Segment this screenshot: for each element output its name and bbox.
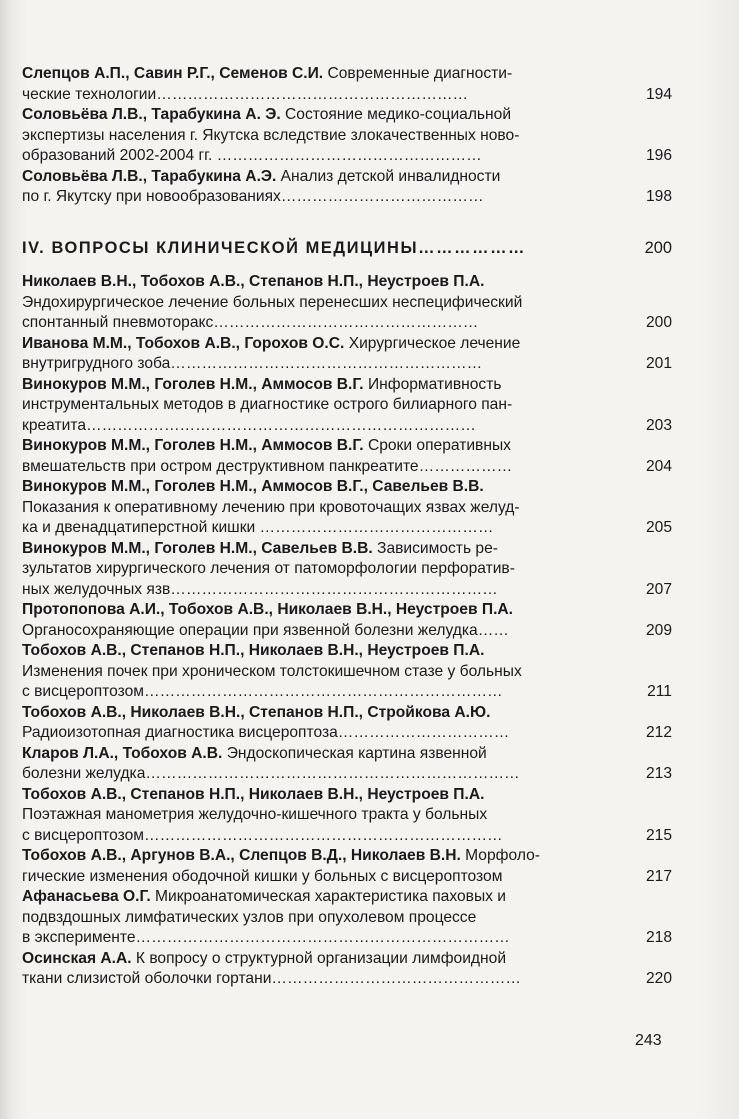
entry-authors: Протопопова А.И., Тобохов А.В., Николаев В.Н., Неустроев П.А. bbox=[22, 601, 514, 618]
entry-authors: Тобохов А.В., Николаев В.Н., Степанов Н.П., Стройкова А.Ю. bbox=[22, 703, 491, 721]
entry-title-text: экспертизы населения г. Якутска вследствие злокачественных ново- bbox=[22, 126, 520, 144]
entry-title-text: подвздошных лимфатических узлов при опухолевом процессе bbox=[22, 908, 477, 926]
entry-title-text: зультатов хирургического лечения от патоморфологии перфоратив- bbox=[22, 560, 515, 577]
entry-title-text: болезни желудка……………………………………………………………… bbox=[22, 765, 520, 782]
entry-line bbox=[22, 723, 672, 744]
entry-line bbox=[22, 887, 672, 908]
entry-title-text: Хирургическое лечение bbox=[344, 334, 521, 352]
entry-title-text: Показания к оперативному лечению при кровоточащих язвах желуд- bbox=[22, 498, 520, 516]
entry-line bbox=[22, 518, 672, 539]
entry-title-text: с висцероптозом…………………………………………………………… bbox=[22, 826, 503, 844]
entry-line bbox=[22, 662, 672, 683]
entry-line bbox=[22, 187, 672, 208]
entry-page-number: 196 bbox=[645, 147, 672, 164]
entry-title-text: Эндохирургическое лечение больных перенесших неспецифический bbox=[22, 293, 523, 311]
entry-title-text: Состояние медико-социальной bbox=[280, 106, 512, 123]
entry-authors: Афанасьева О.Г. bbox=[22, 888, 151, 905]
entry-title-text: Изменения почек при хроническом толстокишечном стазе у больных bbox=[22, 662, 522, 680]
toc-entry bbox=[22, 703, 672, 744]
entry-page-number: 200 bbox=[645, 314, 672, 331]
entry-authors: Кларов Л.А., Тобохов А.В. bbox=[22, 744, 223, 762]
entry-page-number: 203 bbox=[645, 416, 672, 434]
toc-entry bbox=[22, 272, 672, 334]
entry-line bbox=[22, 641, 672, 662]
entry-line bbox=[22, 457, 672, 478]
entry-title-text: Информативность bbox=[363, 375, 502, 393]
entry-line bbox=[22, 682, 672, 703]
entry-authors: Слепцов А.П., Савин Р.Г., Семенов С.И. bbox=[22, 65, 324, 82]
entries-before-section bbox=[22, 64, 672, 208]
entry-line bbox=[22, 354, 672, 375]
toc-entry bbox=[22, 846, 672, 887]
entry-title-text: Современные диагности- bbox=[323, 65, 513, 82]
entry-line bbox=[22, 416, 672, 437]
section-title: IV. ВОПРОСЫ КЛИНИЧЕСКОЙ МЕДИЦИНЫ……………… bbox=[22, 238, 527, 257]
toc-entry bbox=[22, 785, 672, 847]
entry-line bbox=[22, 785, 672, 806]
entry-title-text: по г. Якутску при новообразованиях………………………………… bbox=[22, 188, 484, 205]
entry-authors: Винокуров М.М., Гоголев Н.М., Аммосов В.Г. bbox=[22, 437, 364, 454]
entry-line bbox=[22, 539, 672, 560]
entry-title-text: вмешательств при остром деструктивном панкреатите……………… bbox=[22, 457, 513, 475]
entry-authors: Винокуров М.М., Гоголев Н.М., Аммосов В.Г. bbox=[22, 375, 364, 393]
footer-page-number: 243 bbox=[635, 1032, 662, 1049]
entry-title-text: ческие технологии…………………………………………………… bbox=[22, 85, 469, 103]
entry-authors: Соловьёва Л.В., Тарабукина А. Э. bbox=[22, 106, 281, 123]
entry-authors: Иванова М.М., Тобохов А.В., Горохов О.С. bbox=[22, 334, 345, 352]
toc-entry bbox=[22, 436, 672, 477]
entry-title-text: Морфоло- bbox=[460, 847, 540, 864]
entry-title-text: ткани слизистой оболочки гортани………………………………………… bbox=[22, 970, 521, 987]
toc-entry bbox=[22, 64, 672, 105]
entry-line bbox=[22, 928, 672, 949]
entry-line bbox=[22, 375, 672, 396]
entry-title-text: инструментальных методов в диагностике острого билиарного пан- bbox=[22, 396, 513, 413]
entry-title-text: Радиоизотопная диагностика висцероптоза…………………………… bbox=[22, 724, 510, 741]
entry-page-number: 209 bbox=[645, 621, 672, 639]
entry-title-text: образований 2002-2004 гг. …………………………………………… bbox=[22, 147, 482, 164]
toc-entry bbox=[22, 477, 672, 539]
toc-entry bbox=[22, 949, 672, 990]
entry-authors: Винокуров М.М., Гоголев Н.М., Савельев В.В. bbox=[22, 539, 373, 557]
entry-line bbox=[22, 498, 672, 519]
entry-title-text: Органосохраняющие операции при язвенной болезни желудка…… bbox=[22, 621, 509, 639]
entry-page-number: 198 bbox=[645, 188, 672, 205]
entry-line bbox=[22, 703, 672, 724]
entry-page-number: 207 bbox=[645, 580, 672, 598]
entry-authors: Тобохов А.В., Аргунов В.А., Слепцов В.Д., Николаев В.Н. bbox=[22, 847, 461, 864]
toc-entry bbox=[22, 641, 672, 703]
entry-title-text: Поэтажная манометрия желудочно-кишечного тракта у больных bbox=[22, 806, 488, 823]
entry-line bbox=[22, 805, 672, 826]
entry-page-number: 205 bbox=[645, 519, 672, 536]
entry-line bbox=[22, 846, 672, 867]
entry-line bbox=[22, 600, 672, 621]
entry-line bbox=[22, 105, 672, 126]
entry-line bbox=[22, 64, 672, 85]
entry-title-text: Зависимость ре- bbox=[372, 539, 498, 557]
entry-title-text: в эксперименте……………………………………………………………… bbox=[22, 929, 510, 946]
entry-title-text: Микроанатомическая характеристика паховых и bbox=[150, 888, 506, 905]
entry-line bbox=[22, 559, 672, 580]
entry-line bbox=[22, 949, 672, 970]
entry-title-text: К вопросу о структурной организации лимфоидной bbox=[131, 949, 507, 967]
entry-title-text: креатита………………………………………………………………… bbox=[22, 416, 476, 434]
toc-entry bbox=[22, 375, 672, 437]
entry-line bbox=[22, 167, 672, 188]
toc-entry bbox=[22, 539, 672, 601]
table-of-contents bbox=[22, 64, 672, 990]
section-heading bbox=[22, 238, 672, 259]
entry-title-text: Сроки оперативных bbox=[363, 437, 511, 454]
entry-line bbox=[22, 969, 672, 990]
entry-page-number: 201 bbox=[645, 355, 672, 372]
entry-page-number: 212 bbox=[645, 724, 672, 741]
entry-line bbox=[22, 313, 672, 334]
entry-line bbox=[22, 621, 672, 642]
entry-title-text: Анализ детской инвалидности bbox=[276, 167, 501, 185]
entry-authors: Тобохов А.В., Степанов Н.П., Николаев В.Н., Неустроев П.А. bbox=[22, 785, 485, 803]
entry-page-number: 213 bbox=[645, 765, 672, 782]
entry-line bbox=[22, 146, 672, 167]
entry-title-text: с висцероптозом…………………………………………………………… bbox=[22, 683, 503, 700]
entry-line bbox=[22, 334, 672, 355]
entry-line bbox=[22, 436, 672, 457]
entry-title-text: Эндоскопическая картина язвенной bbox=[222, 744, 487, 762]
toc-entry bbox=[22, 105, 672, 167]
toc-entry bbox=[22, 167, 672, 208]
entry-page-number: 194 bbox=[645, 85, 672, 103]
entry-authors: Тобохов А.В., Степанов Н.П., Николаев В.Н., Неустроев П.А. bbox=[22, 642, 485, 659]
section-page-number: 200 bbox=[644, 238, 672, 257]
entry-line bbox=[22, 293, 672, 314]
entry-line bbox=[22, 826, 672, 847]
entry-title-text: гические изменения ободочной кишки у больных с висцероптозом bbox=[22, 867, 503, 885]
entry-page-number: 211 bbox=[647, 683, 672, 700]
entry-line bbox=[22, 764, 672, 785]
entry-title-text: ных желудочных язв……………………………………………………… bbox=[22, 580, 498, 598]
toc-entry bbox=[22, 600, 672, 641]
entry-authors: Николаев В.Н., Тобохов А.В., Степанов Н.П., Неустроев П.А. bbox=[22, 273, 485, 290]
toc-entry bbox=[22, 744, 672, 785]
entry-authors: Винокуров М.М., Гоголев Н.М., Аммосов В.Г., Савельев В.В. bbox=[22, 478, 484, 495]
entry-line bbox=[22, 85, 672, 106]
toc-entry bbox=[22, 887, 672, 949]
entry-title-text: ка и двенадцатиперстной кишки ……………………………………… bbox=[22, 519, 494, 536]
entry-line bbox=[22, 477, 672, 498]
entries-after-section bbox=[22, 272, 672, 990]
entry-page-number: 218 bbox=[645, 929, 672, 946]
entry-line bbox=[22, 580, 672, 601]
entry-line bbox=[22, 272, 672, 293]
entry-line bbox=[22, 395, 672, 416]
entry-authors: Осинская А.А. bbox=[22, 949, 132, 967]
entry-line bbox=[22, 744, 672, 765]
entry-title-text: внутригрудного зоба…………………………………………………… bbox=[22, 355, 483, 372]
entry-authors: Соловьёва Л.В., Тарабукина А.Э. bbox=[22, 167, 277, 185]
entry-line bbox=[22, 908, 672, 929]
entry-page-number: 204 bbox=[645, 457, 672, 475]
entry-page-number: 217 bbox=[645, 867, 672, 885]
entry-page-number: 215 bbox=[645, 826, 672, 844]
entry-line bbox=[22, 867, 672, 888]
entry-line bbox=[22, 126, 672, 147]
entry-title-text: спонтанный пневмоторакс…………………………………………… bbox=[22, 314, 479, 331]
entry-page-number: 220 bbox=[645, 970, 672, 987]
toc-entry bbox=[22, 334, 672, 375]
